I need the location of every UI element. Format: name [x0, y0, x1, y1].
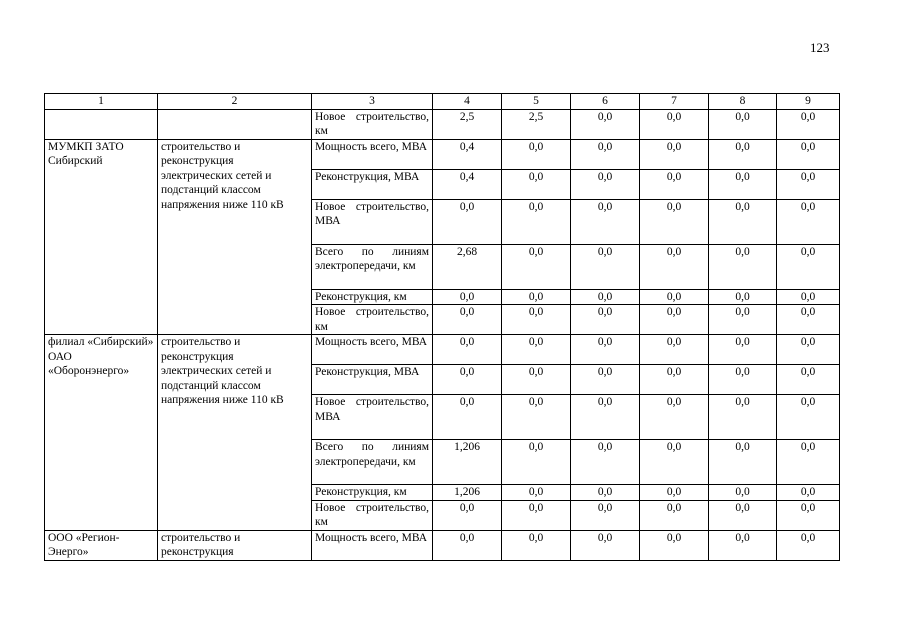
value-cell: 0,0: [709, 335, 777, 365]
value-cell: 0,0: [777, 485, 840, 501]
value-cell: 0,0: [640, 139, 709, 169]
value-cell: 0,0: [571, 500, 640, 530]
indicator-cell: Реконструкция, км: [312, 289, 433, 305]
activity-cell: строительство и реконструкция: [158, 530, 312, 560]
table-row: [45, 335, 840, 365]
value-cell: 0,0: [709, 169, 777, 199]
value-cell: 0,0: [571, 485, 640, 501]
value-cell: 0,0: [777, 395, 840, 440]
value-cell: 0,0: [709, 244, 777, 289]
value-cell: 0,0: [709, 530, 777, 560]
value-cell: 0,0: [709, 199, 777, 244]
value-cell: 0,0: [433, 365, 502, 395]
value-cell: 0,0: [502, 485, 571, 501]
value-cell: 0,0: [571, 169, 640, 199]
column-header: 3: [312, 94, 433, 110]
value-cell: 0,0: [433, 199, 502, 244]
indicator-cell: Новое строительство, км: [312, 500, 433, 530]
value-cell: 0,0: [709, 440, 777, 485]
column-header: 6: [571, 94, 640, 110]
activity-cell: строительство и реконструкция электрических сетей и подстанций классом напряжения ниже 110 кВ: [158, 335, 312, 531]
value-cell: 2,5: [433, 109, 502, 139]
column-header: 4: [433, 94, 502, 110]
value-cell: 0,0: [640, 395, 709, 440]
header-row: [45, 94, 840, 110]
value-cell: 0,0: [571, 395, 640, 440]
value-cell: 0,0: [640, 109, 709, 139]
value-cell: 0,0: [777, 169, 840, 199]
value-cell: 0,0: [709, 109, 777, 139]
value-cell: 0,0: [640, 500, 709, 530]
value-cell: 0,0: [502, 139, 571, 169]
table-body: [45, 94, 840, 561]
value-cell: 0,0: [571, 440, 640, 485]
value-cell: 0,0: [777, 244, 840, 289]
value-cell: 0,0: [777, 500, 840, 530]
value-cell: 0,0: [502, 395, 571, 440]
page-number: 123: [810, 40, 830, 55]
value-cell: 0,0: [709, 305, 777, 335]
table-row: [45, 109, 840, 139]
indicator-cell: Мощность всего, МВА: [312, 139, 433, 169]
value-cell: 0,0: [640, 244, 709, 289]
value-cell: 0,0: [777, 109, 840, 139]
activity-cell: [158, 109, 312, 139]
value-cell: 0,0: [709, 289, 777, 305]
organization-cell: МУМКП ЗАТО Сибирский: [45, 139, 158, 335]
value-cell: 2,68: [433, 244, 502, 289]
organization-cell: филиал «Сибирский» ОАО «Оборонэнерго»: [45, 335, 158, 531]
value-cell: 0,0: [777, 335, 840, 365]
value-cell: 0,0: [502, 199, 571, 244]
value-cell: 0,0: [571, 199, 640, 244]
value-cell: 0,0: [571, 139, 640, 169]
indicator-cell: Всего по линиям электропередачи, км: [312, 244, 433, 289]
value-cell: 0,0: [571, 335, 640, 365]
column-header: 1: [45, 94, 158, 110]
indicator-cell: Всего по линиям электропередачи, км: [312, 440, 433, 485]
value-cell: 0,0: [777, 199, 840, 244]
value-cell: 1,206: [433, 440, 502, 485]
value-cell: 0,0: [571, 365, 640, 395]
value-cell: 0,0: [502, 530, 571, 560]
indicator-cell: Новое строительство, МВА: [312, 395, 433, 440]
indicator-cell: Новое строительство, МВА: [312, 199, 433, 244]
column-header: 5: [502, 94, 571, 110]
value-cell: 0,0: [571, 109, 640, 139]
value-cell: 0,0: [502, 365, 571, 395]
value-cell: 0,0: [502, 335, 571, 365]
value-cell: 0,0: [640, 199, 709, 244]
activity-cell: строительство и реконструкция электрических сетей и подстанций классом напряжения ниже 110 кВ: [158, 139, 312, 335]
value-cell: 0,0: [640, 365, 709, 395]
value-cell: 1,206: [433, 485, 502, 501]
value-cell: 0,0: [502, 169, 571, 199]
indicator-cell: Реконструкция, МВА: [312, 169, 433, 199]
value-cell: 0,0: [433, 305, 502, 335]
value-cell: 0,0: [571, 530, 640, 560]
value-cell: 0,0: [640, 485, 709, 501]
table-row: [45, 530, 840, 560]
value-cell: 2,5: [502, 109, 571, 139]
value-cell: 0,0: [777, 305, 840, 335]
value-cell: 0,0: [777, 139, 840, 169]
indicator-cell: Новое строительство, км: [312, 305, 433, 335]
value-cell: 0,4: [433, 139, 502, 169]
value-cell: 0,0: [709, 139, 777, 169]
value-cell: 0,0: [571, 289, 640, 305]
value-cell: 0,0: [640, 440, 709, 485]
column-header: 2: [158, 94, 312, 110]
value-cell: 0,0: [777, 530, 840, 560]
organization-cell: [45, 109, 158, 139]
data-table: [44, 93, 840, 561]
value-cell: 0,0: [433, 500, 502, 530]
value-cell: 0,0: [502, 289, 571, 305]
value-cell: 0,0: [777, 289, 840, 305]
value-cell: 0,0: [502, 500, 571, 530]
column-header: 7: [640, 94, 709, 110]
value-cell: 0,0: [709, 500, 777, 530]
value-cell: 0,0: [640, 289, 709, 305]
column-header: 9: [777, 94, 840, 110]
value-cell: 0,0: [709, 395, 777, 440]
value-cell: 0,0: [640, 530, 709, 560]
value-cell: 0,0: [709, 365, 777, 395]
indicator-cell: Новое строительство, км: [312, 109, 433, 139]
value-cell: 0,0: [777, 365, 840, 395]
indicator-cell: Реконструкция, км: [312, 485, 433, 501]
organization-cell: ООО «Регион-Энерго»: [45, 530, 158, 560]
value-cell: 0,0: [433, 289, 502, 305]
value-cell: 0,0: [433, 530, 502, 560]
value-cell: 0,0: [433, 335, 502, 365]
indicator-cell: Реконструкция, МВА: [312, 365, 433, 395]
value-cell: 0,0: [433, 395, 502, 440]
value-cell: 0,0: [571, 244, 640, 289]
value-cell: 0,4: [433, 169, 502, 199]
indicator-cell: Мощность всего, МВА: [312, 335, 433, 365]
value-cell: 0,0: [777, 440, 840, 485]
value-cell: 0,0: [640, 335, 709, 365]
value-cell: 0,0: [640, 305, 709, 335]
value-cell: 0,0: [502, 440, 571, 485]
column-header: 8: [709, 94, 777, 110]
value-cell: 0,0: [709, 485, 777, 501]
value-cell: 0,0: [571, 305, 640, 335]
indicator-cell: Мощность всего, МВА: [312, 530, 433, 560]
value-cell: 0,0: [502, 305, 571, 335]
table-row: [45, 139, 840, 169]
value-cell: 0,0: [640, 169, 709, 199]
value-cell: 0,0: [502, 244, 571, 289]
